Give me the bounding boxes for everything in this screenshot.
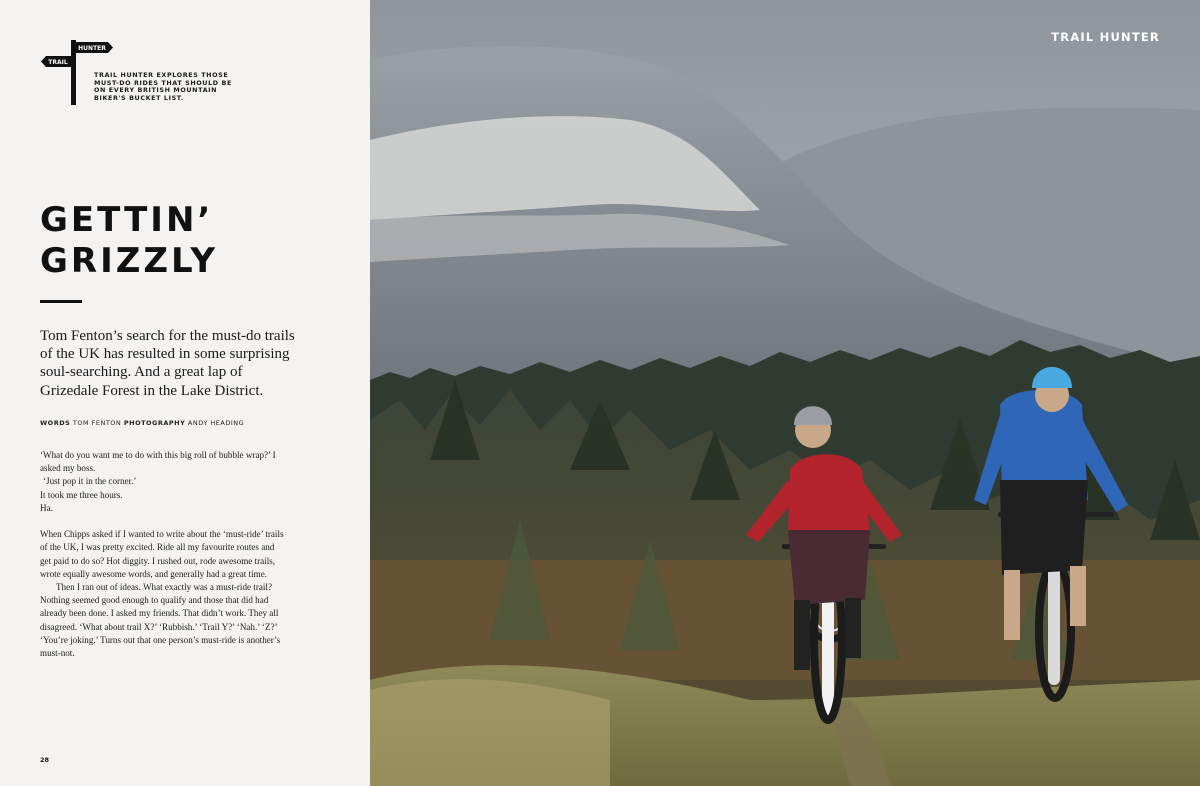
- page-number: 28: [40, 756, 50, 764]
- sign-left-text: TRAIL: [48, 59, 68, 67]
- paragraph-gap: [40, 515, 285, 528]
- section-label: TRAIL HUNTER: [1051, 30, 1160, 44]
- body-copy: [40, 449, 285, 660]
- standfirst: Tom Fenton’s search for the must-do trails of the UK has resulted in some surprising soul-searching. And a great lap of Grizedale Forest in the Lake District.: [40, 328, 295, 399]
- words-name: TOM FENTON: [72, 419, 122, 427]
- sign-right-text: HUNTER: [78, 45, 106, 53]
- title-line-2: GRIZZLY: [40, 241, 219, 281]
- body-line: ‘Just pop it in the corner.’: [43, 476, 137, 487]
- mountain-bikers-photo: [370, 0, 1200, 786]
- body-paragraph: Then I ran out of ideas. What exactly was a must-ride trail? Nothing seemed good enough to qualify and those that did had already been done. I asked my friends. That didn’t work. They all disagreed. ‘What about trail X?’ ‘Rubbish.’ ‘Trail Y?’ ‘Nah.’ ‘Z?’ ‘You’re joking.’ Turns out that one person’s must-ride is another’s must-not.: [40, 582, 281, 659]
- body-line: Ha.: [40, 502, 53, 513]
- photography-label: PHOTOGRAPHY: [123, 419, 186, 427]
- words-label: WORDS: [40, 419, 71, 427]
- article-title: [40, 200, 218, 282]
- body-line: It took me three hours.: [40, 489, 123, 500]
- left-page: [0, 0, 370, 786]
- title-line-1: GETTIN’: [40, 200, 214, 240]
- byline: [40, 419, 330, 427]
- body-line: ‘What do you want me to do with this big roll of bubble wrap?’ I asked my boss.: [40, 450, 276, 474]
- photography-name: ANDY HEADING: [187, 419, 245, 427]
- series-tagline: TRAIL HUNTER EXPLORES THOSE MUST-DO RIDES THAT SHOULD BE ON EVERY BRITISH MOUNTAIN BIKER'S BUCKET LIST.: [94, 71, 232, 102]
- title-rule: [40, 300, 82, 303]
- body-paragraph: When Chipps asked if I wanted to write about the ‘must-ride’ trails of the UK, I was pretty excited. Ride all my favourite routes and get paid to do so? Hot diggity. I rushed out, rode awesome trails, wrote equally awesome words, and generally had a great time.: [40, 529, 284, 579]
- hero-photo: [370, 0, 1200, 786]
